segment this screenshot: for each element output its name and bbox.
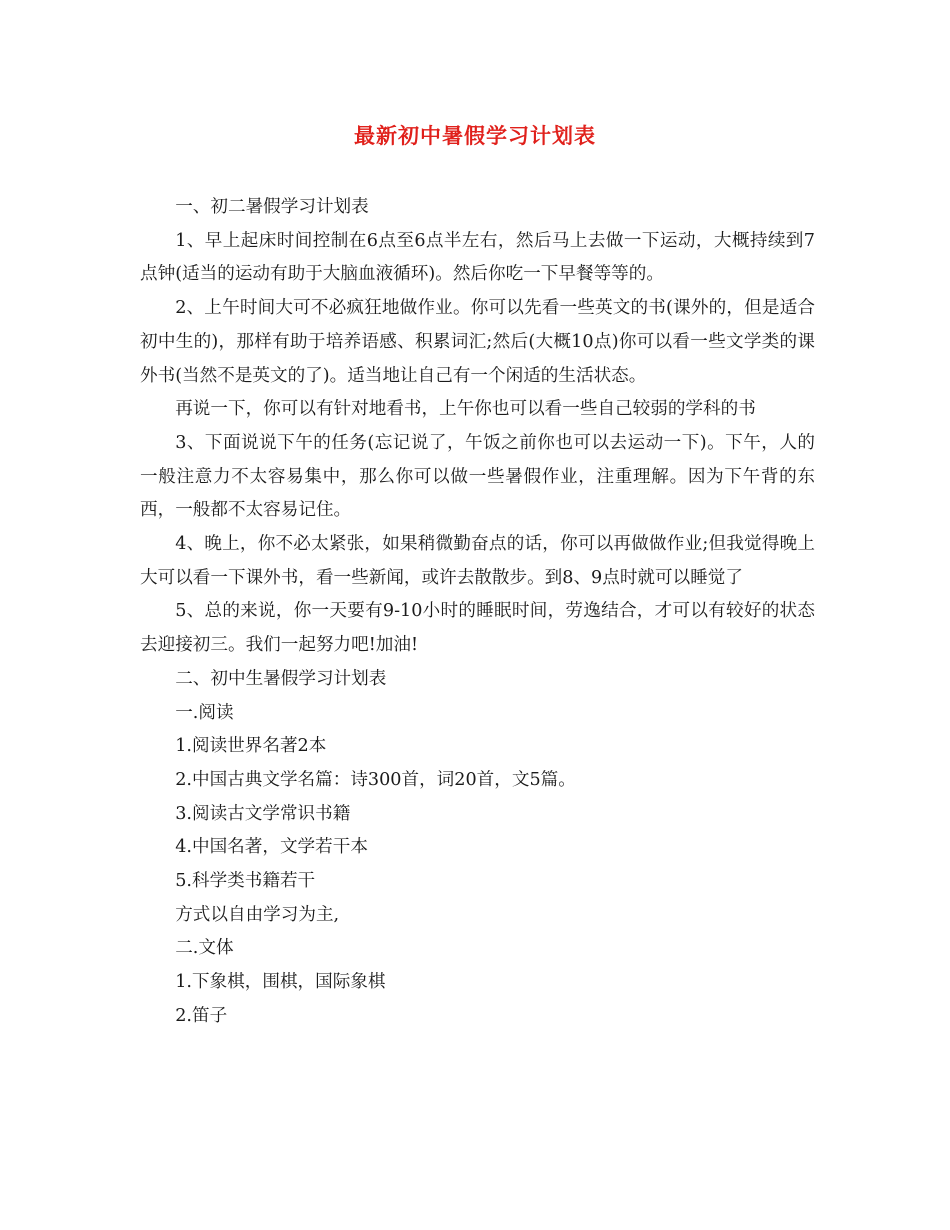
list-item: 2.笛子 [175,1005,228,1026]
subsection-heading: 二.文体 [175,938,234,959]
list-item: 3.阅读古文学常识书籍 [175,803,351,824]
subsection-heading: 一.阅读 [175,702,234,723]
list-item: 2.中国古典文学名篇：诗300首，词20首，文5篇。 [175,769,576,790]
paragraph: 5、总的来说，你一天要有9-10小时的睡眠时间，劳逸结合，才可以有较好的状态去迎接初三。我们一起努力吧!加油! [140,601,815,656]
paragraph: 2、上午时间大可不必疯狂地做作业。你可以先看一些英文的书(课外的，但是适合初中生的)，那样有助于培养语感、积累词汇;然后(大概10点)你可以看一些文学类的课外书(当然不是英文的了)。适当地让自己有一个闲适的生活状态。 [140,298,815,386]
list-item: 1.阅读世界名著2本 [175,736,327,757]
paragraph: 1、早上起床时间控制在6点至6点半左右，然后马上去做一下运动，大概持续到7点钟(适当的运动有助于大脑血液循环)。然后你吃一下早餐等等的。 [140,230,815,285]
list-item: 4.中国名著，文学若干本 [175,837,368,858]
paragraph: 方式以自由学习为主, [175,904,340,925]
section-heading: 二、初中生暑假学习计划表 [175,668,387,689]
list-item: 1.下象棋，围棋，国际象棋 [175,972,386,993]
list-item: 5.科学类书籍若干 [175,871,316,892]
paragraph: 4、晚上，你不必太紧张，如果稍微勤奋点的话，你可以再做做作业;但我觉得晚上大可以看一下课外书，看一些新闻，或许去散散步。到8、9点时就可以睡觉了 [140,534,815,588]
paragraph: 3、下面说说下午的任务(忘记说了，午饭之前你也可以去运动一下)。下午，人的一般注意力不太容易集中，那么你可以做一些暑假作业，注重理解。因为下午背的东西，一般都不太容易记住。 [140,432,815,521]
paragraph: 再说一下，你可以有针对地看书，上午你也可以看一些自己较弱的学科的书 [175,399,756,420]
section-heading: 一、初二暑假学习计划表 [175,197,369,217]
document-body [140,191,815,1034]
document-title: 最新初中暑假学习计划表 [354,123,596,148]
